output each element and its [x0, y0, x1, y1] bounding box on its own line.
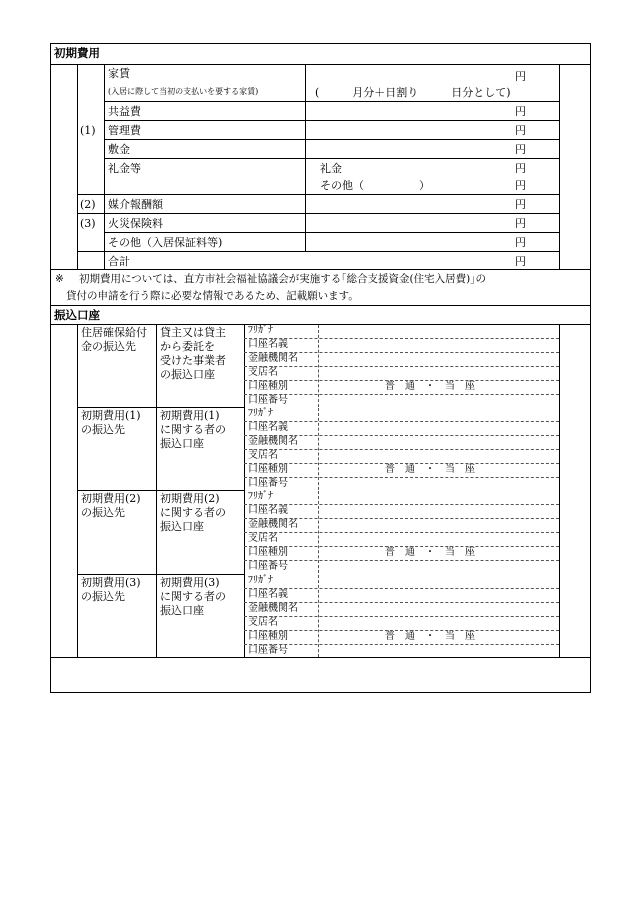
section-title-initial-costs: 初期費用: [54, 46, 100, 60]
group-label-line2: 金の振込先: [81, 340, 136, 353]
yen-unit: 円: [515, 179, 526, 192]
group-label-line2: の振込先: [81, 506, 125, 519]
account-holder-label: 口座名義: [248, 422, 288, 433]
group-label-line1: 初期費用(2): [81, 492, 141, 505]
group-account-line1: 初期費用(2): [160, 492, 220, 505]
branch-name-label: 支店名: [248, 533, 278, 544]
brokerage-label: 媒介報酬額: [108, 198, 163, 211]
key-money-sub-label: 礼金: [320, 162, 342, 175]
group-account-line2: に関する者の: [160, 590, 226, 603]
branch-name-label: 支店名: [248, 367, 278, 378]
fire-insurance-label: 火災保険料: [108, 217, 163, 230]
yen-unit: 円: [515, 105, 526, 118]
note-mark: ※: [55, 273, 64, 285]
group-account-line3: 受けた事業者: [160, 354, 226, 367]
group-account-line3: 振込口座: [160, 520, 204, 533]
rent-label: 家賃: [108, 67, 130, 80]
furigana-label: ﾌﾘｶﾞﾅ: [248, 575, 273, 586]
key-money-other-label: その他（ ）: [320, 179, 430, 192]
account-type-label: 口座種別: [248, 631, 288, 642]
branch-name-label: 支店名: [248, 617, 278, 628]
yen-unit: 円: [515, 162, 526, 175]
group-account-line3: 振込口座: [160, 604, 204, 617]
group-account-line1: 貸主又は貸主: [160, 326, 226, 339]
group-account-line4: の振込口座: [160, 368, 215, 381]
item-number-3: (3): [80, 217, 96, 230]
bank-name-label: 金融機関名: [248, 436, 298, 447]
group-label-line2: の振込先: [81, 423, 125, 436]
branch-name-label: 支店名: [248, 450, 278, 461]
account-type-label: 口座種別: [248, 464, 288, 475]
account-number-label: 口座番号: [248, 478, 288, 489]
group-label-line1: 住居確保給付: [81, 326, 147, 339]
yen-unit: 円: [515, 217, 526, 230]
yen-unit: 円: [515, 124, 526, 137]
yen-unit: 円: [515, 70, 526, 83]
total-label: 合計: [108, 255, 130, 268]
note-text-line1: 初期費用については、直方市社会福祉協議会が実施する｢総合支援資金(住宅入居費)｣の: [79, 273, 486, 285]
item-number-1: (1): [80, 124, 96, 137]
furigana-label: ﾌﾘｶﾞﾅ: [248, 491, 273, 502]
yen-unit: 円: [515, 198, 526, 211]
group-account-line2: から委託を: [160, 340, 215, 353]
rent-detail: ( 月分＋日割り 日分として): [315, 86, 511, 99]
account-type-options: 普 通 ・ 当 座: [385, 547, 475, 558]
bank-name-label: 金融機関名: [248, 603, 298, 614]
account-type-label: 口座種別: [248, 381, 288, 392]
section-title-transfer-account: 振込口座: [54, 308, 100, 322]
group-account-line1: 初期費用(1): [160, 409, 220, 422]
yen-unit: 円: [515, 143, 526, 156]
account-type-label: 口座種別: [248, 547, 288, 558]
group-account-line2: に関する者の: [160, 423, 226, 436]
bank-name-label: 金融機関名: [248, 353, 298, 364]
group-label-line1: 初期費用(3): [81, 576, 141, 589]
deposit-label: 敷金: [108, 143, 130, 156]
management-fee-label: 管理費: [108, 124, 141, 137]
furigana-label: ﾌﾘｶﾞﾅ: [248, 408, 273, 419]
group-label-line2: の振込先: [81, 590, 125, 603]
bank-name-label: 金融機関名: [248, 519, 298, 530]
account-type-options: 普 通 ・ 当 座: [385, 631, 475, 642]
key-money-label: 礼金等: [108, 162, 141, 175]
yen-unit: 円: [515, 255, 526, 268]
account-number-label: 口座番号: [248, 395, 288, 406]
group-account-line2: に関する者の: [160, 506, 226, 519]
other-cost-label: その他（入居保証料等): [108, 236, 223, 249]
account-holder-label: 口座名義: [248, 589, 288, 600]
rent-note: (入居に際して当初の支払いを要する家賃): [108, 87, 259, 96]
account-number-label: 口座番号: [248, 561, 288, 572]
group-account-line3: 振込口座: [160, 437, 204, 450]
furigana-label: ﾌﾘｶﾞﾅ: [248, 325, 273, 336]
note-text-line2: 貸付の申請を行う際に必要な情報であるため、記載願います。: [66, 290, 359, 302]
group-account-line1: 初期費用(3): [160, 576, 220, 589]
item-number-2: (2): [80, 198, 96, 211]
yen-unit: 円: [515, 236, 526, 249]
account-type-options: 普 通 ・ 当 座: [385, 464, 475, 475]
group-label-line1: 初期費用(1): [81, 409, 141, 422]
account-number-label: 口座番号: [248, 645, 288, 656]
account-holder-label: 口座名義: [248, 505, 288, 516]
account-type-options: 普 通 ・ 当 座: [385, 381, 475, 392]
common-fee-label: 共益費: [108, 105, 141, 118]
account-holder-label: 口座名義: [248, 339, 288, 350]
